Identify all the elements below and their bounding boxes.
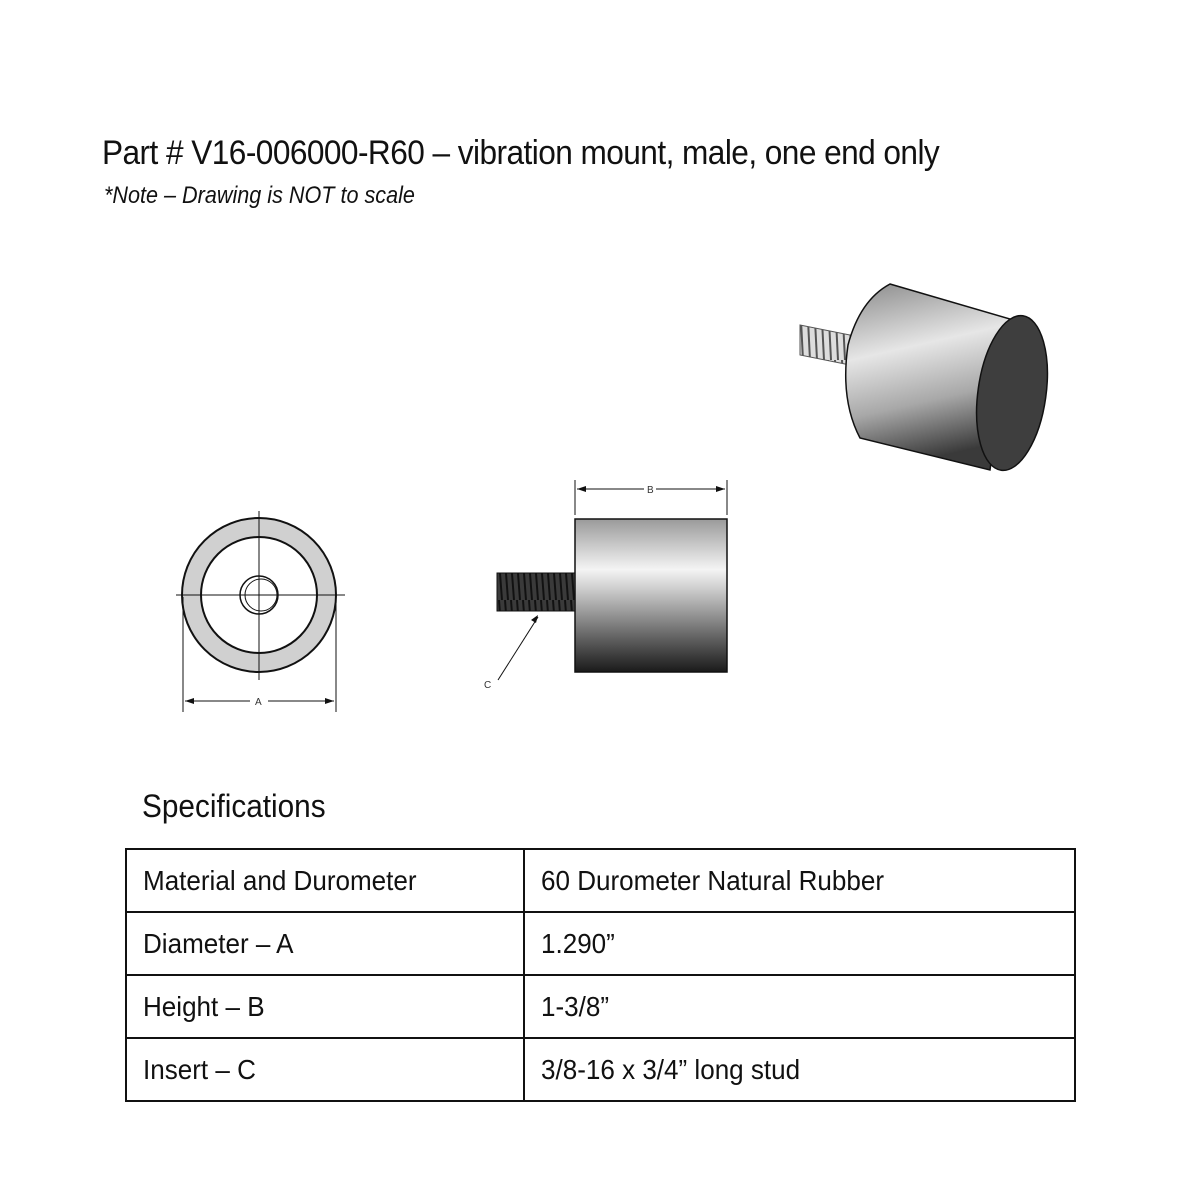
table-row bbox=[126, 849, 1075, 912]
spec-value: 1.290” bbox=[541, 927, 615, 959]
side-view bbox=[484, 480, 727, 691]
specifications-heading: Specifications bbox=[142, 788, 326, 824]
specifications-table bbox=[125, 848, 1076, 1102]
spec-label: Diameter – A bbox=[143, 927, 294, 959]
table-row bbox=[126, 912, 1075, 975]
dimension-label-b: B bbox=[647, 485, 654, 496]
dimension-label-a: A bbox=[255, 697, 262, 708]
scale-note: *Note – Drawing is NOT to scale bbox=[104, 182, 415, 209]
spec-value: 3/8-16 x 3/4” long stud bbox=[541, 1053, 801, 1085]
front-view bbox=[176, 511, 345, 712]
spec-value: 1-3/8” bbox=[541, 990, 610, 1022]
spec-label: Insert – C bbox=[143, 1053, 256, 1085]
table-row bbox=[126, 1038, 1075, 1101]
dimension-label-c: C bbox=[484, 680, 492, 691]
isometric-view bbox=[800, 284, 1057, 475]
spec-value: 60 Durometer Natural Rubber bbox=[541, 864, 885, 896]
table-row bbox=[126, 975, 1075, 1038]
spec-label: Material and Durometer bbox=[143, 864, 417, 896]
spec-label: Height – B bbox=[143, 990, 265, 1022]
part-title: Part # V16-006000-R60 – vibration mount, male, one end only bbox=[102, 134, 940, 172]
